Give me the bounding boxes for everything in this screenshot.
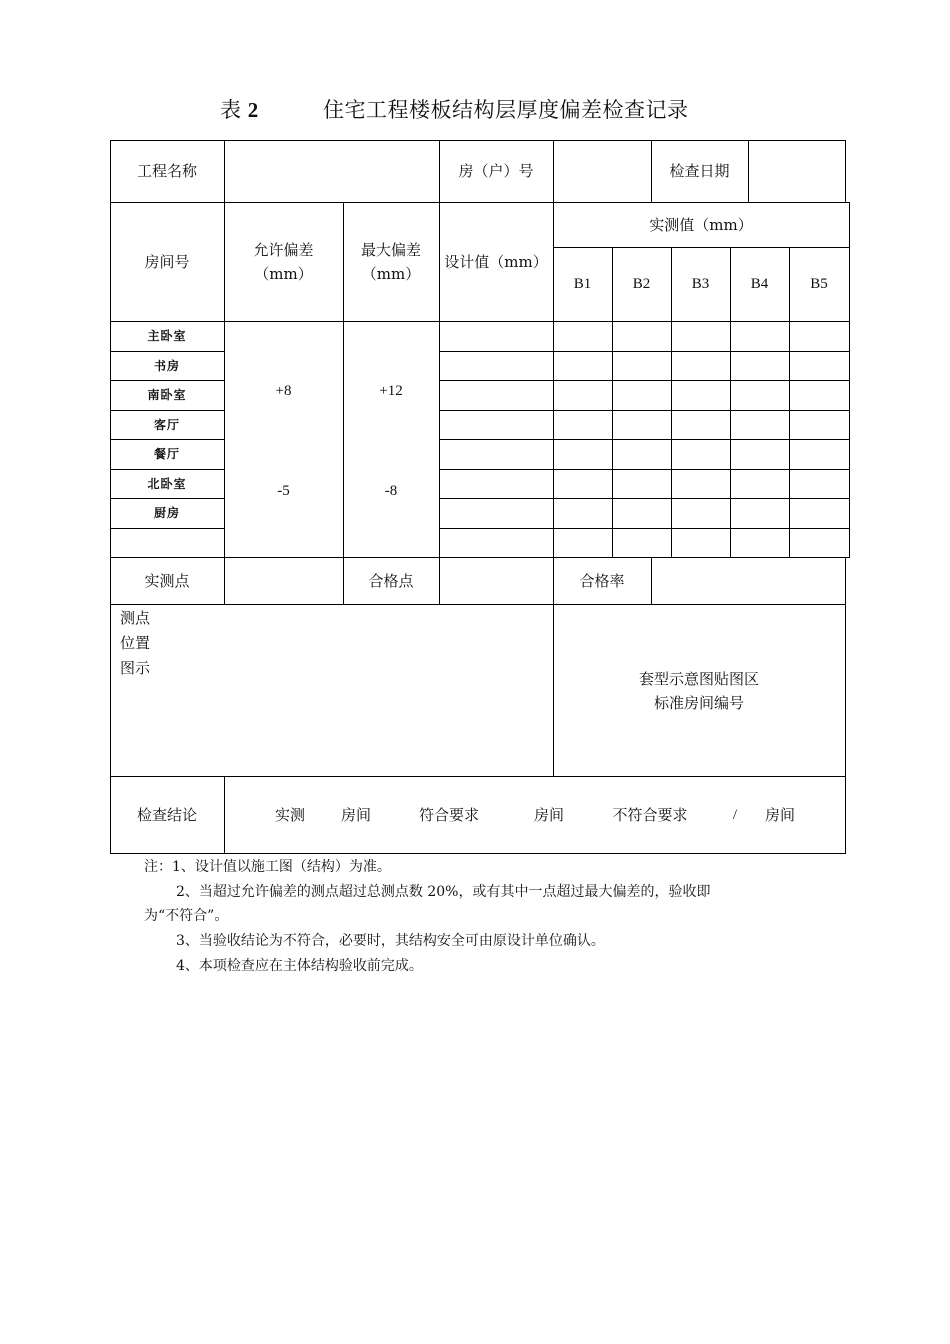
room-master-bedroom: 主卧室 [147, 329, 187, 343]
inspection-date-label: 检查日期 [669, 162, 730, 180]
point-header-b2: B2 [632, 276, 651, 292]
design-value-header: 设计值（mm） [444, 252, 548, 271]
table-number: 表 2 [220, 98, 259, 122]
unit-number-label: 房（户）号 [458, 162, 534, 180]
project-name-field[interactable] [224, 140, 439, 202]
conclusion-label: 检查结论 [136, 805, 197, 824]
pass-rate-label: 合格率 [579, 571, 625, 590]
room-dining-room: 餐厅 [153, 447, 180, 461]
measured-points-label: 实测点 [144, 571, 190, 590]
allowed-deviation-header: 允许偏差 （mm） [253, 240, 314, 283]
floorplan-paste-area: 套型示意图贴图区 标准房间编号 [638, 670, 759, 712]
point-header-b4: B4 [750, 276, 769, 292]
room-north-bedroom: 北卧室 [147, 476, 187, 491]
room-south-bedroom: 南卧室 [147, 388, 187, 402]
note-2-continued: 为“不符合”。 [144, 908, 229, 924]
point-header-b5: B5 [810, 276, 828, 292]
pass-rate-field[interactable] [651, 557, 845, 604]
table-title: 住宅工程楼板结构层厚度偏差检查记录 [323, 98, 689, 122]
allowed-plus-value: +8 [275, 383, 292, 399]
measured-points-field[interactable] [224, 557, 343, 604]
room-kitchen: 厨房 [153, 506, 180, 520]
allowed-minus-value: -5 [277, 483, 290, 499]
passed-points-field[interactable] [439, 557, 553, 604]
note-3: 3、当验收结论为不符合，必要时，其结构安全可由原设计单位确认。 [176, 933, 605, 949]
note-2: 2、当超过允许偏差的测点超过总测点数 20%，或有其中一点超过最大偏差的，验收即 [176, 884, 711, 900]
project-name-label: 工程名称 [136, 162, 197, 180]
page-title [0, 92, 950, 128]
note-1: 注：1、设计值以施工图（结构）为准。 [144, 859, 391, 875]
room-column-header: 房间号 [144, 252, 190, 271]
passed-points-label: 合格点 [368, 571, 414, 590]
point-header-b3: B3 [691, 276, 710, 292]
max-plus-value: +12 [379, 383, 403, 399]
unit-number-field[interactable] [553, 140, 651, 202]
max-minus-value: -8 [384, 483, 398, 499]
location-diagram-label: 测点 位置 图示 [120, 609, 151, 677]
room-living-room: 客厅 [153, 417, 180, 432]
room-study: 书房 [153, 358, 180, 373]
inspection-date-field[interactable] [748, 140, 845, 202]
point-header-b1: B1 [573, 276, 592, 292]
measured-value-header: 实测值（mm） [649, 215, 753, 234]
note-4: 4、本项检查应在主体结构验收前完成。 [176, 958, 423, 974]
room-blank [110, 528, 224, 557]
max-deviation-header: 最大偏差 （mm） [360, 240, 421, 283]
